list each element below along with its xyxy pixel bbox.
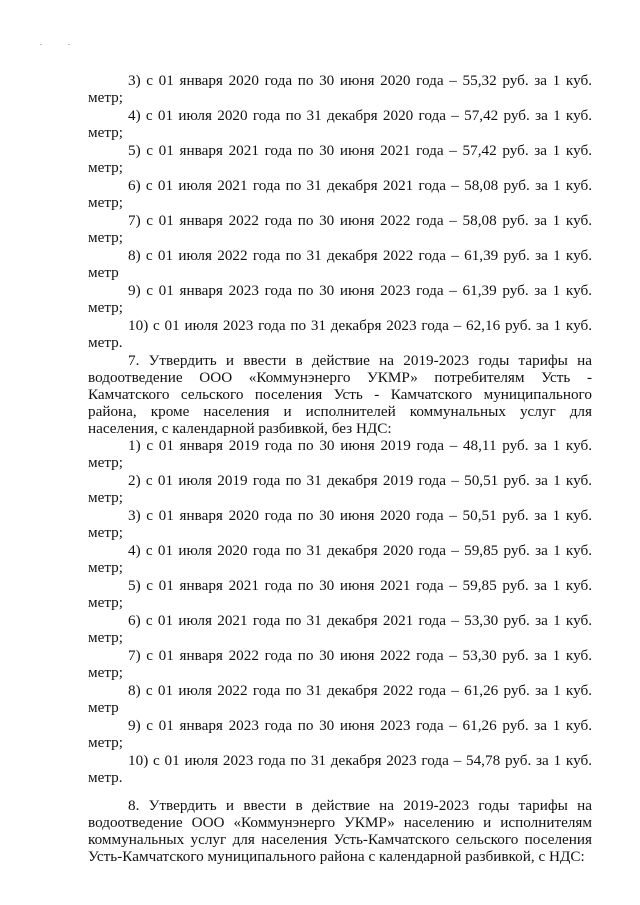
scan-mark: [40, 44, 42, 45]
section-8-intro: 8. Утвердить и ввести в действие на 2019-2023 годы тарифы на водоотведение ООО «Коммунэнерго УКМР» населению и исполнителям коммунальных услуг для населения Усть-Камчатского сельского поселения Усть-Камчатского муниципального района с календарной разбивкой, с НДС:: [88, 797, 592, 865]
tariff-item: 9) с 01 января 2023 года по 30 июня 2023 года – 61,26 руб. за 1 куб. метр;: [88, 717, 592, 751]
tariff-item: 5) с 01 января 2021 года по 30 июня 2021 года – 59,85 руб. за 1 куб. метр;: [88, 577, 592, 611]
tariff-item: 7) с 01 января 2022 года по 30 июня 2022 года – 53,30 руб. за 1 куб. метр;: [88, 647, 592, 681]
tariff-item: 7) с 01 января 2022 года по 30 июня 2022 года – 58,08 руб. за 1 куб. метр;: [88, 212, 592, 246]
tariff-item: 2) с 01 июля 2019 года по 31 декабря 2019 года – 50,51 руб. за 1 куб. метр;: [88, 472, 592, 506]
section-6-tail-list: [88, 72, 592, 352]
paragraph-gap: [88, 787, 592, 797]
tariff-item: 10) с 01 июля 2023 года по 31 декабря 2023 года – 54,78 руб. за 1 куб. метр.: [88, 752, 592, 786]
tariff-item: 3) с 01 января 2020 года по 30 июня 2020 года – 50,51 руб. за 1 куб. метр;: [88, 507, 592, 541]
tariff-item: 8) с 01 июля 2022 года по 31 декабря 2022 года – 61,39 руб. за 1 куб. метр: [88, 247, 592, 281]
tariff-item: 5) с 01 января 2021 года по 30 июня 2021 года – 57,42 руб. за 1 куб. метр;: [88, 142, 592, 176]
tariff-item: 6) с 01 июля 2021 года по 31 декабря 2021 года – 53,30 руб. за 1 куб. метр;: [88, 612, 592, 646]
document-body: [88, 72, 592, 865]
tariff-item: 4) с 01 июля 2020 года по 31 декабря 2020 года – 57,42 руб. за 1 куб. метр;: [88, 107, 592, 141]
tariff-item: 8) с 01 июля 2022 года по 31 декабря 2022 года – 61,26 руб. за 1 куб. метр: [88, 682, 592, 716]
tariff-item: 4) с 01 июля 2020 года по 31 декабря 2020 года – 59,85 руб. за 1 куб. метр;: [88, 542, 592, 576]
scan-mark: [68, 44, 70, 45]
tariff-item: 9) с 01 января 2023 года по 30 июня 2023 года – 61,39 руб. за 1 куб. метр;: [88, 282, 592, 316]
tariff-item: 10) с 01 июля 2023 года по 31 декабря 2023 года – 62,16 руб. за 1 куб. метр.: [88, 317, 592, 351]
tariff-item: 3) с 01 января 2020 года по 30 июня 2020 года – 55,32 руб. за 1 куб. метр;: [88, 72, 592, 106]
tariff-item: 6) с 01 июля 2021 года по 31 декабря 2021 года – 58,08 руб. за 1 куб. метр;: [88, 177, 592, 211]
section-7-intro: 7. Утвердить и ввести в действие на 2019-2023 годы тарифы на водоотведение ООО «Коммунэнерго УКМР» потребителям Усть - Камчатского сельского поселения Усть - Камчатского муниципального района, кроме населения и исполнителей коммунальных услуг для населения, с календарной разбивкой, без НДС:: [88, 352, 592, 437]
tariff-item: 1) с 01 января 2019 года по 30 июня 2019 года – 48,11 руб. за 1 куб. метр;: [88, 437, 592, 471]
section-7-tariff-list: [88, 437, 592, 787]
